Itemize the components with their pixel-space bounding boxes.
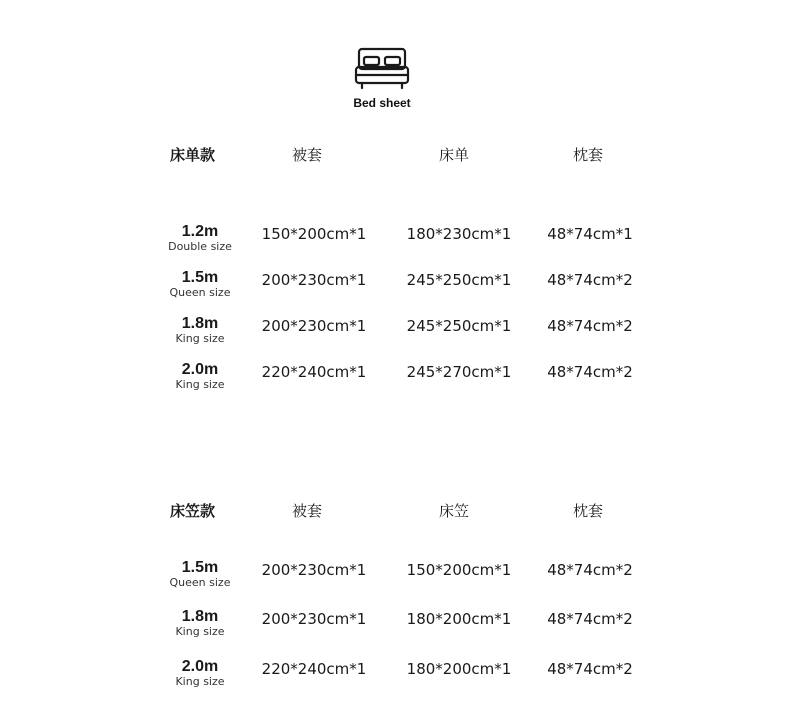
size-cell (168, 224, 232, 254)
table-cell: 150*200cm*1 (261, 225, 367, 243)
size-value: 1.8m (181, 608, 219, 625)
table-row (0, 609, 790, 659)
column-header: 床单 (438, 146, 470, 164)
table-row (0, 224, 790, 270)
size-cell (175, 659, 224, 689)
bed-icon (353, 46, 411, 92)
size-label: King size (175, 625, 225, 638)
size-label: Queen size (169, 286, 231, 299)
size-value: 1.5m (181, 559, 219, 576)
table-cell: 48*74cm*2 (547, 317, 633, 335)
table-header-row (0, 498, 790, 522)
size-label: King size (175, 332, 225, 345)
table-cell: 150*200cm*1 (406, 561, 512, 579)
size-label: King size (175, 378, 225, 391)
fitted-sheet-size-table (0, 498, 790, 705)
table-cell: 180*200cm*1 (406, 660, 512, 678)
table-header-row (0, 142, 790, 166)
table-cell: 48*74cm*2 (547, 660, 633, 678)
table-cell: 200*230cm*1 (261, 561, 367, 579)
column-header: 枕套 (572, 146, 604, 164)
size-label: King size (175, 675, 225, 688)
table-cell: 245*270cm*1 (406, 363, 512, 381)
table-row (0, 659, 790, 705)
size-cell (170, 270, 231, 300)
table-cell: 48*74cm*2 (547, 610, 633, 628)
table-cell: 245*250cm*1 (406, 317, 512, 335)
table-cell: 48*74cm*2 (547, 561, 633, 579)
column-header: 枕套 (572, 502, 604, 520)
flat-sheet-size-table (0, 142, 790, 408)
table-cell: 200*230cm*1 (261, 317, 367, 335)
size-value: 1.8m (181, 315, 219, 332)
table-cell: 180*200cm*1 (406, 610, 512, 628)
table-cell: 48*74cm*1 (547, 225, 633, 243)
size-label: Double size (168, 240, 232, 253)
table-row (0, 270, 790, 316)
size-cell (175, 316, 224, 346)
column-header: 被套 (291, 146, 323, 164)
column-header: 床笠 (438, 502, 470, 520)
size-value: 1.2m (181, 223, 219, 240)
column-header: 被套 (291, 502, 323, 520)
table-cell: 245*250cm*1 (406, 271, 512, 289)
table-cell: 200*230cm*1 (261, 271, 367, 289)
table-cell: 48*74cm*2 (547, 271, 633, 289)
table-title: 床笠款 (170, 502, 216, 520)
size-cell (175, 362, 224, 392)
size-value: 2.0m (181, 658, 219, 675)
table-cell: 200*230cm*1 (261, 610, 367, 628)
table-cell: 180*230cm*1 (406, 225, 512, 243)
size-cell (175, 609, 224, 639)
size-cell (170, 560, 231, 590)
table-row (0, 316, 790, 362)
table-cell: 48*74cm*2 (547, 363, 633, 381)
size-value: 1.5m (181, 269, 219, 286)
header-title: Bed sheet (353, 96, 411, 110)
table-row (0, 362, 790, 408)
table-title: 床单款 (170, 146, 216, 164)
size-label: Queen size (169, 576, 231, 589)
page-header (0, 46, 764, 110)
table-cell: 220*240cm*1 (261, 363, 367, 381)
table-row (0, 560, 790, 609)
size-value: 2.0m (181, 361, 219, 378)
table-cell: 220*240cm*1 (261, 660, 367, 678)
